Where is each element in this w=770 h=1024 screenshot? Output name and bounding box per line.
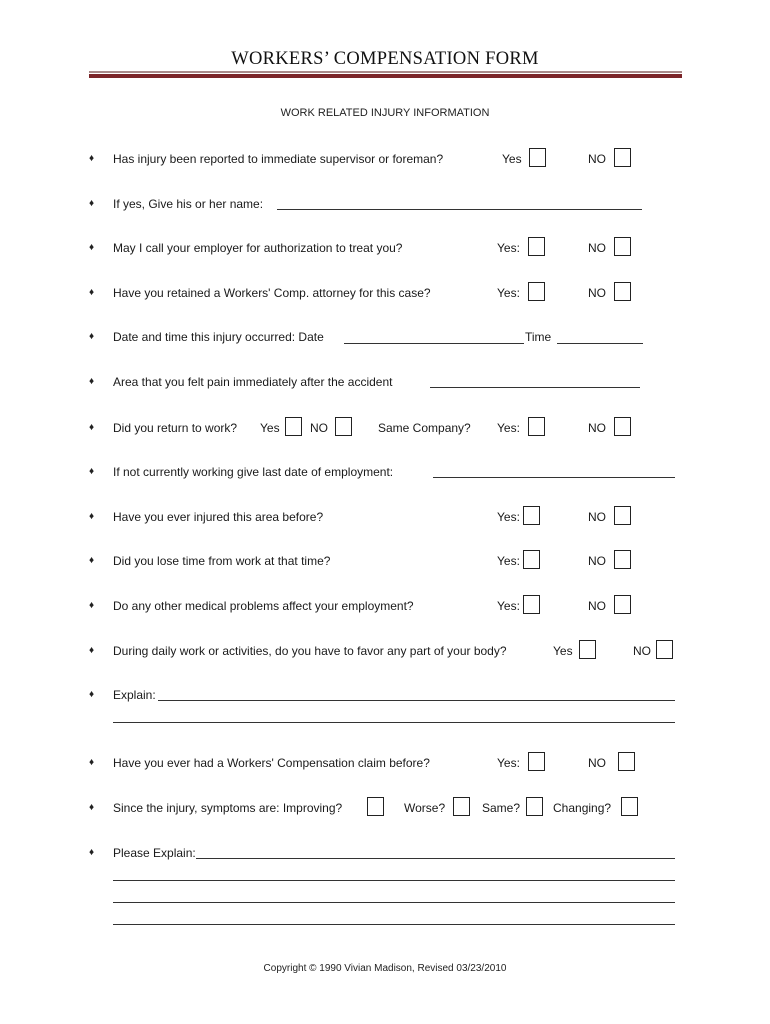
q4-label: Have you retained a Workers' Comp. attorney for this case? xyxy=(113,286,431,300)
injury-date-line[interactable] xyxy=(344,343,524,344)
bullet-icon: ♦ xyxy=(89,847,95,858)
please-explain-line-2[interactable] xyxy=(113,880,675,881)
q1-label: Has injury been reported to immediate supervisor or foreman? xyxy=(113,152,444,166)
q12-no-label: NO xyxy=(633,644,651,658)
bullet-icon: ♦ xyxy=(89,600,95,611)
q4-yes-checkbox[interactable] xyxy=(528,282,545,301)
bullet-icon: ♦ xyxy=(89,287,95,298)
q1-yes-label: Yes xyxy=(502,152,522,166)
form-title: WORKERS’ COMPENSATION FORM xyxy=(231,49,539,69)
q7-no-label: NO xyxy=(310,421,328,435)
bullet-icon: ♦ xyxy=(89,645,95,656)
title-rule-thin xyxy=(89,71,682,73)
q3-no-checkbox[interactable] xyxy=(614,237,631,256)
please-explain-line-4[interactable] xyxy=(113,924,675,925)
q3-yes-label: Yes: xyxy=(497,241,520,255)
title-rule-thick xyxy=(89,74,682,78)
q9-no-checkbox[interactable] xyxy=(614,506,631,525)
bullet-icon: ♦ xyxy=(89,376,95,387)
q9-yes-label: Yes: xyxy=(497,510,520,524)
q11-no-checkbox[interactable] xyxy=(614,595,631,614)
q3-yes-checkbox[interactable] xyxy=(528,237,545,256)
q12-label: During daily work or activities, do you have to favor any part of your body? xyxy=(113,644,507,658)
q16-label: Please Explain: xyxy=(113,846,196,860)
section-subtitle: WORK RELATED INJURY INFORMATION xyxy=(280,107,490,119)
q7-yes2-label: Yes: xyxy=(497,421,520,435)
q10-label: Did you lose time from work at that time? xyxy=(113,554,331,568)
q12-no-checkbox[interactable] xyxy=(656,640,673,659)
q1-yes-checkbox[interactable] xyxy=(529,148,546,167)
q15-label: Since the injury, symptoms are: Improving? xyxy=(113,801,343,815)
q13-label: Explain: xyxy=(113,688,156,702)
q12-yes-checkbox[interactable] xyxy=(579,640,596,659)
q14-no-checkbox[interactable] xyxy=(618,752,635,771)
copyright-footer: Copyright © 1990 Vivian Madison, Revised 03/23/2010 xyxy=(263,963,507,974)
bullet-icon: ♦ xyxy=(89,466,95,477)
bullet-icon: ♦ xyxy=(89,198,95,209)
q4-no-label: NO xyxy=(588,286,606,300)
q14-yes-label: Yes: xyxy=(497,756,520,770)
bullet-icon: ♦ xyxy=(89,422,95,433)
q15-worse-label: Worse? xyxy=(404,801,446,815)
q9-yes-checkbox[interactable] xyxy=(523,506,540,525)
q11-label: Do any other medical problems affect your employment? xyxy=(113,599,414,613)
explain-line-2[interactable] xyxy=(113,722,675,723)
q9-label: Have you ever injured this area before? xyxy=(113,510,324,524)
q5-time-label: Time xyxy=(525,330,552,344)
q10-yes-label: Yes: xyxy=(497,554,520,568)
q1-no-checkbox[interactable] xyxy=(614,148,631,167)
q15-changing-label: Changing? xyxy=(553,801,612,815)
q11-yes-label: Yes: xyxy=(497,599,520,613)
worse-checkbox[interactable] xyxy=(453,797,470,816)
bullet-icon: ♦ xyxy=(89,689,95,700)
q10-yes-checkbox[interactable] xyxy=(523,550,540,569)
q6-label: Area that you felt pain immediately after the accident xyxy=(113,375,393,389)
same-checkbox[interactable] xyxy=(526,797,543,816)
bullet-icon: ♦ xyxy=(89,153,95,164)
q7-yes-label: Yes xyxy=(260,421,280,435)
q11-yes-checkbox[interactable] xyxy=(523,595,540,614)
q7-yes-checkbox[interactable] xyxy=(285,417,302,436)
bullet-icon: ♦ xyxy=(89,242,95,253)
supervisor-name-line[interactable] xyxy=(277,209,642,210)
bullet-icon: ♦ xyxy=(89,757,95,768)
q14-yes-checkbox[interactable] xyxy=(528,752,545,771)
q7-same-company-no-checkbox[interactable] xyxy=(614,417,631,436)
q12-yes-label: Yes xyxy=(553,644,573,658)
improving-checkbox[interactable] xyxy=(367,797,384,816)
bullet-icon: ♦ xyxy=(89,331,95,342)
bullet-icon: ♦ xyxy=(89,511,95,522)
q7-label: Did you return to work? xyxy=(113,421,238,435)
q9-no-label: NO xyxy=(588,510,606,524)
q11-no-label: NO xyxy=(588,599,606,613)
q3-no-label: NO xyxy=(588,241,606,255)
q7-same-company-yes-checkbox[interactable] xyxy=(528,417,545,436)
q10-no-label: NO xyxy=(588,554,606,568)
q1-no-label: NO xyxy=(588,152,606,166)
please-explain-line-1[interactable] xyxy=(196,858,675,859)
injury-time-line[interactable] xyxy=(557,343,643,344)
q8-label: If not currently working give last date of employment: xyxy=(113,465,394,479)
q15-same-label: Same? xyxy=(482,801,521,815)
q4-yes-label: Yes: xyxy=(497,286,520,300)
q3-label: May I call your employer for authorization to treat you? xyxy=(113,241,403,255)
bullet-icon: ♦ xyxy=(89,555,95,566)
q7-no2-label: NO xyxy=(588,421,606,435)
bullet-icon: ♦ xyxy=(89,802,95,813)
pain-area-line[interactable] xyxy=(430,387,640,388)
q7-same-company-label: Same Company? xyxy=(378,421,471,435)
changing-checkbox[interactable] xyxy=(621,797,638,816)
last-employment-date-line[interactable] xyxy=(433,477,675,478)
q4-no-checkbox[interactable] xyxy=(614,282,631,301)
q14-no-label: NO xyxy=(588,756,606,770)
q14-label: Have you ever had a Workers' Compensation claim before? xyxy=(113,756,430,770)
q7-no-checkbox[interactable] xyxy=(335,417,352,436)
q2-label: If yes, Give his or her name: xyxy=(113,197,264,211)
q10-no-checkbox[interactable] xyxy=(614,550,631,569)
explain-line-1[interactable] xyxy=(158,700,675,701)
q5-label: Date and time this injury occurred: Date xyxy=(113,330,324,344)
please-explain-line-3[interactable] xyxy=(113,902,675,903)
